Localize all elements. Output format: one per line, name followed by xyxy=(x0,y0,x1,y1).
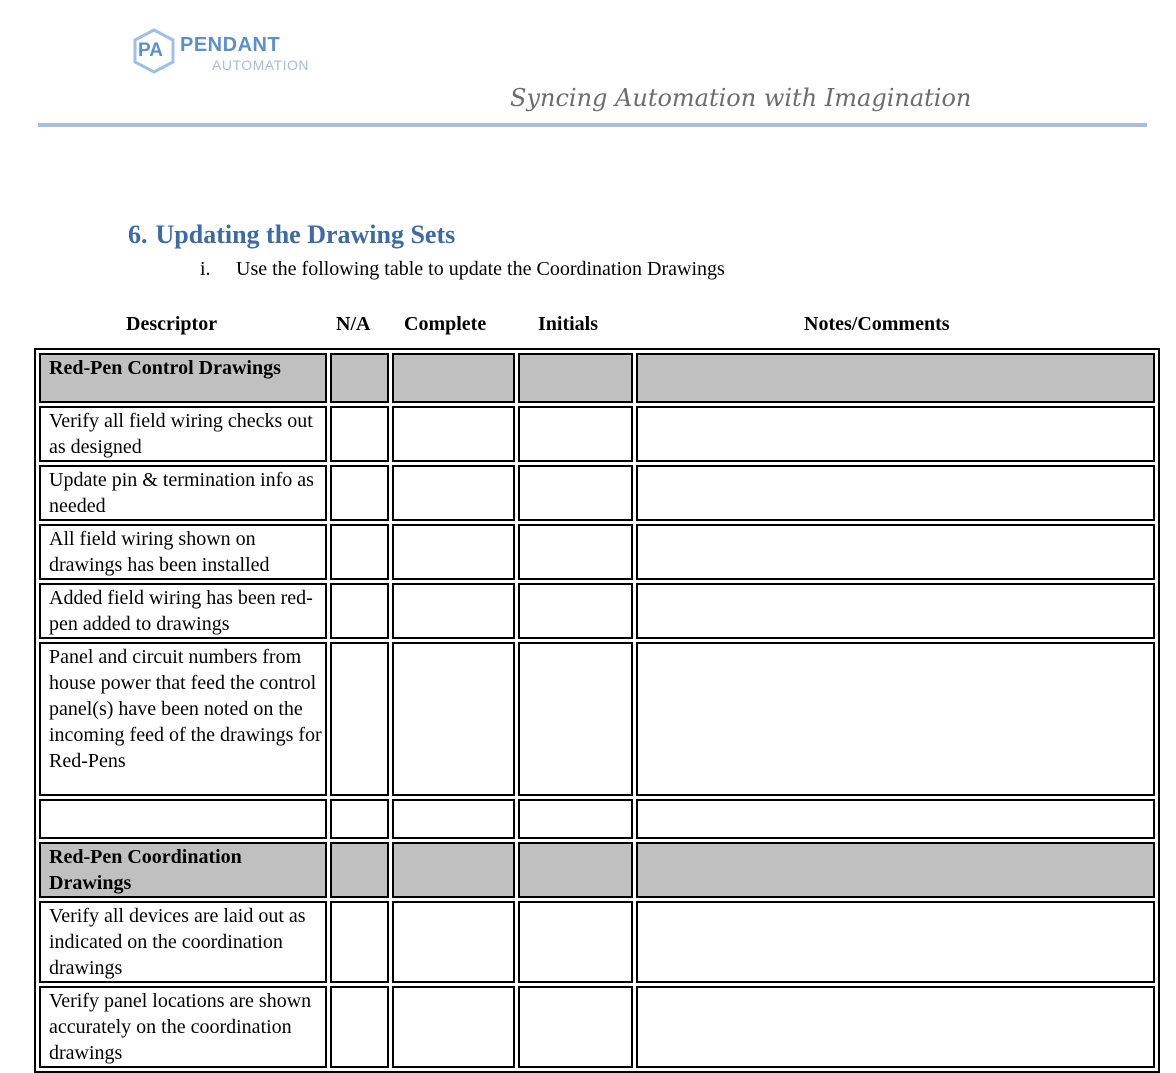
complete-cell[interactable] xyxy=(392,799,515,839)
descriptor-cell xyxy=(39,799,327,839)
column-header-na: N/A xyxy=(336,313,371,335)
notes-cell[interactable] xyxy=(636,799,1155,839)
na-cell[interactable] xyxy=(330,406,389,462)
initials-cell xyxy=(518,353,633,403)
initials-cell[interactable] xyxy=(518,799,633,839)
na-cell[interactable] xyxy=(330,901,389,983)
logo-mark: PA xyxy=(138,40,163,61)
company-subtitle: AUTOMATION xyxy=(212,57,310,73)
na-cell xyxy=(330,353,389,403)
category-title: Red-Pen Control Drawings xyxy=(39,353,327,403)
category-row xyxy=(39,842,1155,898)
company-tagline: Syncing Automation with Imagination xyxy=(510,84,972,112)
descriptor-cell: Update pin & termination info as needed xyxy=(39,465,327,521)
descriptor-cell: All field wiring shown on drawings has been installed xyxy=(39,524,327,580)
initials-cell[interactable] xyxy=(518,465,633,521)
notes-cell[interactable] xyxy=(636,406,1155,462)
complete-cell[interactable] xyxy=(392,986,515,1068)
instruction-marker: i. xyxy=(200,258,211,280)
column-header-complete: Complete xyxy=(404,313,487,335)
section-number: 6. xyxy=(128,220,148,249)
initials-cell[interactable] xyxy=(518,524,633,580)
na-cell[interactable] xyxy=(330,524,389,580)
instruction-text: Use the following table to update the Coordination Drawings xyxy=(236,258,725,280)
column-header-initials: Initials xyxy=(538,313,599,335)
na-cell[interactable] xyxy=(330,799,389,839)
table-row xyxy=(39,986,1155,1068)
notes-cell[interactable] xyxy=(636,583,1155,639)
table-row xyxy=(39,524,1155,580)
initials-cell xyxy=(518,842,633,898)
section-heading xyxy=(128,220,455,250)
checklist-table xyxy=(34,348,1160,1073)
na-cell[interactable] xyxy=(330,986,389,1068)
notes-cell[interactable] xyxy=(636,465,1155,521)
notes-cell[interactable] xyxy=(636,986,1155,1068)
complete-cell[interactable] xyxy=(392,642,515,796)
notes-cell xyxy=(636,842,1155,898)
table-row xyxy=(39,642,1155,796)
complete-cell xyxy=(392,353,515,403)
na-cell[interactable] xyxy=(330,465,389,521)
column-header-notes: Notes/Comments xyxy=(804,313,950,335)
initials-cell[interactable] xyxy=(518,986,633,1068)
section-title-text: Updating the Drawing Sets xyxy=(155,220,456,249)
table-row xyxy=(39,465,1155,521)
instruction-line xyxy=(200,258,725,281)
table-row xyxy=(39,799,1155,839)
initials-cell[interactable] xyxy=(518,583,633,639)
table-row xyxy=(39,583,1155,639)
complete-cell[interactable] xyxy=(392,583,515,639)
column-header-descriptor: Descriptor xyxy=(126,313,218,335)
descriptor-cell: Verify all devices are laid out as indicated on the coordination drawings xyxy=(39,901,327,983)
table-row xyxy=(39,406,1155,462)
na-cell[interactable] xyxy=(330,583,389,639)
complete-cell[interactable] xyxy=(392,406,515,462)
initials-cell[interactable] xyxy=(518,406,633,462)
header-divider xyxy=(38,123,1147,127)
initials-cell[interactable] xyxy=(518,901,633,983)
table-row xyxy=(39,901,1155,983)
complete-cell[interactable] xyxy=(392,465,515,521)
category-row xyxy=(39,353,1155,403)
na-cell[interactable] xyxy=(330,642,389,796)
company-name: PENDANT xyxy=(180,34,281,56)
descriptor-cell: Panel and circuit numbers from house power that feed the control panel(s) have been noted on the incoming feed of the drawings for Red-Pens xyxy=(39,642,327,796)
notes-cell[interactable] xyxy=(636,524,1155,580)
category-title: Red-Pen Coordination Drawings xyxy=(39,842,327,898)
complete-cell[interactable] xyxy=(392,524,515,580)
company-logo xyxy=(132,28,332,76)
na-cell xyxy=(330,842,389,898)
notes-cell[interactable] xyxy=(636,642,1155,796)
complete-cell xyxy=(392,842,515,898)
notes-cell[interactable] xyxy=(636,901,1155,983)
descriptor-cell: Verify panel locations are shown accurately on the coordination drawings xyxy=(39,986,327,1068)
descriptor-cell: Verify all field wiring checks out as designed xyxy=(39,406,327,462)
descriptor-cell: Added field wiring has been red-pen added to drawings xyxy=(39,583,327,639)
notes-cell xyxy=(636,353,1155,403)
initials-cell[interactable] xyxy=(518,642,633,796)
complete-cell[interactable] xyxy=(392,901,515,983)
